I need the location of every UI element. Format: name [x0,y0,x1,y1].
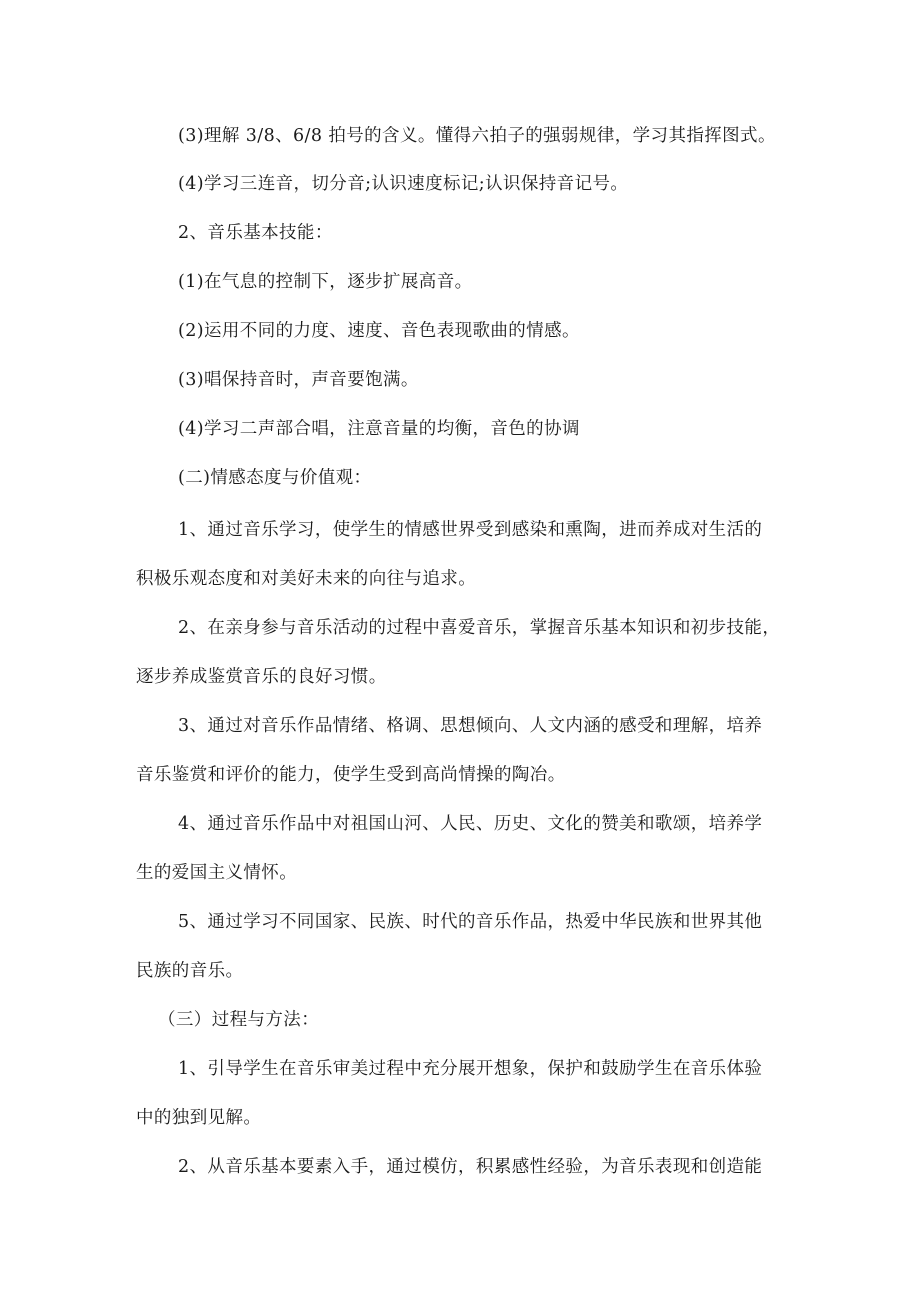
section-heading: （三）过程与方法： [158,1010,320,1030]
text-line: (4)学习三连音，切分音;认识速度标记;认识保持音记号。 [178,174,629,194]
text-line: 5、通过学习不同国家、民族、时代的音乐作品，热爱中华民族和世界其他 [178,912,763,932]
text-line: 民族的音乐。 [136,961,244,981]
text-line: (3)理解 3/8、6/8 拍号的含义。懂得六拍子的强弱规律，学习其指挥图式。 [178,126,776,146]
text-line: 积极乐观态度和对美好未来的向往与追求。 [136,569,477,589]
text-line: 2、从音乐基本要素入手，通过模仿，积累感性经验，为音乐表现和创造能 [178,1157,763,1177]
text-line: 生的爱国主义情怀。 [136,863,298,883]
text-line: 2、音乐基本技能： [178,223,333,243]
text-line: 中的独到见解。 [136,1108,262,1128]
text-line: 逐步养成鉴赏音乐的良好习惯。 [136,667,387,687]
text-line: 1、通过音乐学习，使学生的情感世界受到感染和熏陶，进而养成对生活的 [178,520,763,540]
text-line: 3、通过对音乐作品情绪、格调、思想倾向、人文内涵的感受和理解，培养 [178,716,763,736]
text-line: (4)学习二声部合唱，注意音量的均衡，音色的协调 [178,419,580,439]
text-line: (2)运用不同的力度、速度、音色表现歌曲的情感。 [178,321,580,341]
text-line: 4、通过音乐作品中对祖国山河、人民、历史、文化的赞美和歌颂，培养学 [178,814,763,834]
section-heading: (二)情感态度与价值观： [178,468,372,488]
text-line: 2、在亲身参与音乐活动的过程中喜爱音乐，掌握音乐基本知识和初步技能， [178,618,781,638]
text-line: 1、引导学生在音乐审美过程中充分展开想象，保护和鼓励学生在音乐体验 [178,1059,763,1079]
text-line: 音乐鉴赏和评价的能力，使学生受到高尚情操的陶冶。 [136,765,566,785]
text-line: (3)唱保持音时，声音要饱满。 [178,370,419,390]
text-line: (1)在气息的控制下，逐步扩展高音。 [178,272,473,292]
